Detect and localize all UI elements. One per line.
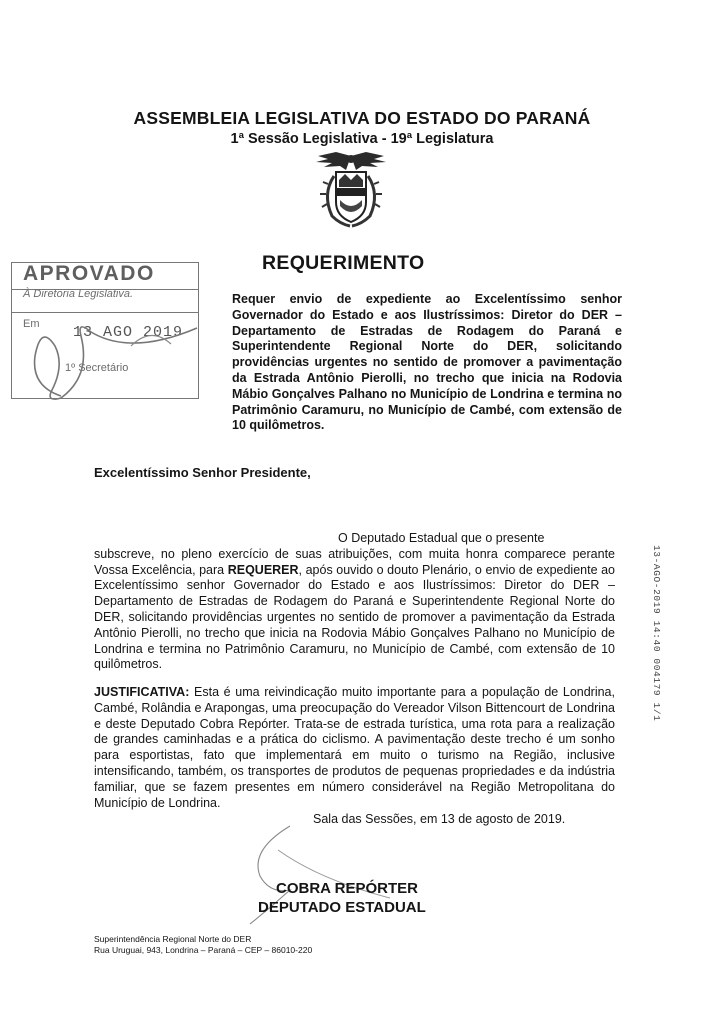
house-title: ASSEMBLEIA LEGISLATIVA DO ESTADO DO PARANÁ: [133, 108, 591, 128]
coat-of-arms-icon: [306, 150, 396, 232]
request-summary: Requer envio de expediente ao Excelentíssimo senhor Governador do Estado e aos Ilustríssimos: Diretor do DER – Departamento de Estradas de Rodagem do Paraná e Superintendente Regional Norte do DER, solicitando providências urgentes no sentido de promover a pavimentação da Estrada Antônio Pierolli, no trecho que inicia na Rodovia Mábio Gonçalves Palhano no Município de Londrina e termina no Patrimônio Caramuru, no Município de Cambé, com extensão de 10 quilômetros.: [232, 292, 622, 433]
justification-label: JUSTIFICATIVA:: [94, 685, 190, 699]
signature-role: DEPUTADO ESTADUAL: [258, 899, 426, 916]
stamp-approved-label: APROVADO: [23, 262, 155, 285]
paragraph-text: subscreve, no pleno exercício de suas atribuições, com muita honra comparece perante Vossa Excelência, para: [94, 546, 615, 577]
request-keyword: REQUERER: [227, 562, 299, 577]
document-type-title: REQUERIMENTO: [262, 252, 425, 274]
protocol-side-stamp: 13-AGO-2019 14:40 004179 1/1: [651, 545, 662, 722]
stamp-signature-scribble-icon: [21, 306, 201, 406]
session-subtitle: 1ª Sessão Legislativa - 19ª Legislatura: [230, 131, 494, 147]
stamp-signatory: 1º Secretário: [65, 362, 129, 374]
stamp-date-prefix: Em: [23, 318, 40, 330]
closing-place-date: Sala das Sessões, em 13 de agosto de 2019.: [313, 812, 566, 826]
paragraph-lead: O Deputado Estadual que o presente: [338, 531, 545, 545]
footer-addressee: Superintendência Regional Norte do DER: [94, 934, 252, 944]
stamp-date: 13 AGO 2019: [73, 324, 184, 341]
justification-text: Esta é uma reivindicação muito importante para a população de Londrina, Cambé, Rolândia e Arapongas, uma preocupação do Vereador Vilson Bittencourt de Londrina e deste Deputado Cobra Repórter. Trata-se de estrada turística, uma rota para a realização de grandes caminhadas e a prática do ciclismo. A pavimentação deste trecho é um sonho para esportistas, fato que implementará em muito o turismo na Região, inclusive intensificando, também, os transportes de produtos de pequenas propriedades e da indústria familiar, que se fazem presentes em número considerável na Região Metropolitana do Município de Londrina.: [94, 685, 615, 810]
body-paragraph-request: [94, 531, 615, 673]
body-paragraph-justification: [94, 685, 615, 811]
footer-address: Rua Uruguai, 943, Londrina – Paraná – CEP – 86010-220: [94, 945, 313, 955]
approval-stamp: [11, 262, 201, 402]
signature-name: COBRA REPÓRTER: [276, 880, 418, 897]
salutation: Excelentíssimo Senhor Presidente,: [94, 465, 311, 480]
stamp-department: À Diretoria Legislativa.: [23, 288, 134, 300]
paragraph-text-continued: , após ouvido o douto Plenário, o envio de expediente ao Excelentíssimo senhor Governador do Estado e aos Ilustríssimos: Diretor do DER – Departamento de Estradas de Rodagem do Paraná e Superintendente Regional Norte do DER, solicitando providências urgentes no sentido de promover a pavimentação da Estrada Antônio Pierolli, no trecho que inicia na Rodovia Mábio Gonçalves Palhano no Município de Londrina e termina no Patrimônio Caramuru, no Município de Cambé, com extensão de 10 quilômetros.: [94, 562, 615, 672]
